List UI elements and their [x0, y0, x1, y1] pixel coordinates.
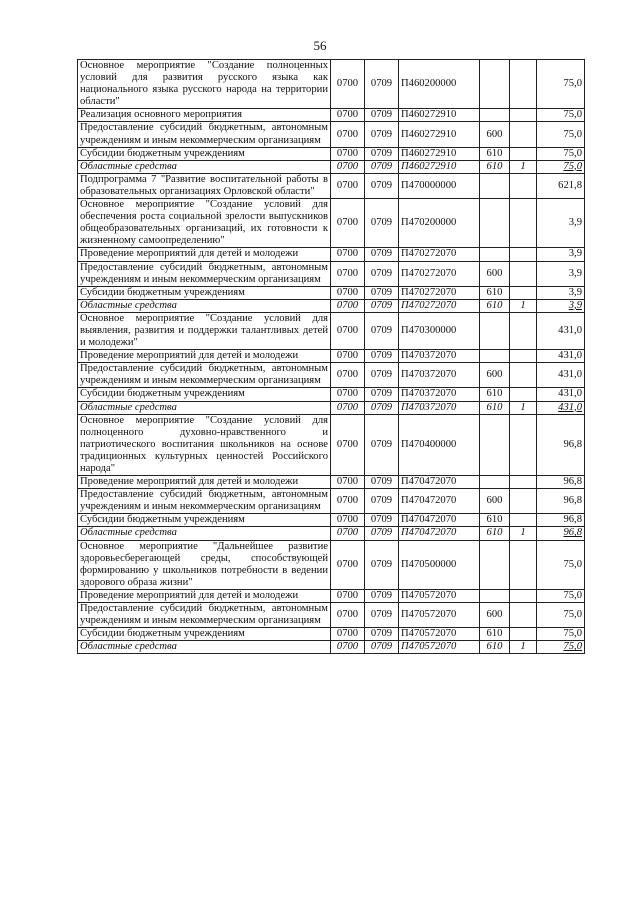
row-funding-source [510, 489, 537, 514]
row-name: Основное мероприятие "Создание условий для обеспечения роста социальной зрелости выпускников общеобразовательных организаций, их готовности к жизненному самоопределению" [78, 199, 331, 248]
row-subsection-code: 0709 [365, 312, 399, 349]
row-name: Предоставление субсидий бюджетным, автономным учреждениям и иным некоммерческим организациям [78, 603, 331, 628]
row-amount: 3,9 [537, 248, 585, 261]
row-expense-type [480, 540, 510, 589]
row-subsection-code: 0709 [365, 363, 399, 388]
row-name: Субсидии бюджетным учреждениям [78, 286, 331, 299]
row-expense-type: 610 [480, 388, 510, 401]
row-subsection-code: 0709 [365, 248, 399, 261]
table-row [78, 286, 585, 299]
row-name: Проведение мероприятий для детей и молодежи [78, 350, 331, 363]
row-amount: 96,8 [537, 489, 585, 514]
row-amount: 96,8 [537, 414, 585, 475]
table-row [78, 514, 585, 527]
table-row [78, 414, 585, 475]
row-target-article: П470272070 [399, 299, 480, 312]
row-subsection-code: 0709 [365, 388, 399, 401]
row-target-article: П470572070 [399, 603, 480, 628]
row-target-article: П470572070 [399, 589, 480, 602]
row-expense-type [480, 60, 510, 109]
table-row [78, 388, 585, 401]
row-target-article: П470372070 [399, 401, 480, 414]
table-row [78, 401, 585, 414]
row-target-article: П460272910 [399, 109, 480, 122]
row-section-code: 0700 [331, 248, 365, 261]
row-section-code: 0700 [331, 312, 365, 349]
row-name: Проведение мероприятий для детей и молодежи [78, 248, 331, 261]
row-amount: 3,9 [537, 199, 585, 248]
row-name: Областные средства [78, 641, 331, 654]
row-amount: 431,0 [537, 401, 585, 414]
row-subsection-code: 0709 [365, 109, 399, 122]
row-subsection-code: 0709 [365, 299, 399, 312]
row-name: Основное мероприятие "Создание полноценных условий для развития русского языка как национального языка русского народа на территории области" [78, 60, 331, 109]
row-section-code: 0700 [331, 589, 365, 602]
row-subsection-code: 0709 [365, 414, 399, 475]
row-name: Основное мероприятие "Дальнейшее развитие здоровьесберегающей среды, способствующей формированию у школьников потребности в ведении здорового образа жизни" [78, 540, 331, 589]
row-amount: 431,0 [537, 388, 585, 401]
row-target-article: П470472070 [399, 514, 480, 527]
row-funding-source [510, 199, 537, 248]
row-expense-type [480, 476, 510, 489]
row-expense-type [480, 109, 510, 122]
row-subsection-code: 0709 [365, 628, 399, 641]
row-name: Областные средства [78, 401, 331, 414]
row-section-code: 0700 [331, 363, 365, 388]
row-name: Предоставление субсидий бюджетным, автономным учреждениям и иным некоммерческим организациям [78, 122, 331, 147]
row-subsection-code: 0709 [365, 589, 399, 602]
row-name: Предоставление субсидий бюджетным, автономным учреждениям и иным некоммерческим организациям [78, 363, 331, 388]
table-row [78, 641, 585, 654]
row-expense-type [480, 350, 510, 363]
row-subsection-code: 0709 [365, 603, 399, 628]
row-expense-type: 610 [480, 147, 510, 160]
row-section-code: 0700 [331, 641, 365, 654]
row-expense-type [480, 248, 510, 261]
row-subsection-code: 0709 [365, 489, 399, 514]
row-name: Основное мероприятие "Создание условий для полноценного духовно-нравственного и патриотического воспитания школьников на основе традиционных культурных ценностей Российского народа" [78, 414, 331, 475]
table-row [78, 199, 585, 248]
table-row [78, 628, 585, 641]
row-target-article: П460272910 [399, 147, 480, 160]
row-amount: 75,0 [537, 540, 585, 589]
row-subsection-code: 0709 [365, 261, 399, 286]
row-expense-type: 600 [480, 122, 510, 147]
row-subsection-code: 0709 [365, 173, 399, 198]
row-name: Предоставление субсидий бюджетным, автономным учреждениям и иным некоммерческим организациям [78, 261, 331, 286]
row-subsection-code: 0709 [365, 122, 399, 147]
row-subsection-code: 0709 [365, 160, 399, 173]
row-amount: 75,0 [537, 641, 585, 654]
row-expense-type: 610 [480, 628, 510, 641]
row-name: Областные средства [78, 160, 331, 173]
row-section-code: 0700 [331, 350, 365, 363]
row-expense-type: 600 [480, 261, 510, 286]
row-section-code: 0700 [331, 476, 365, 489]
row-expense-type [480, 414, 510, 475]
row-funding-source [510, 147, 537, 160]
row-name: Подпрограмма 7 "Развитие воспитательной работы в образовательных организациях Орловской области" [78, 173, 331, 198]
table-row [78, 603, 585, 628]
table-row [78, 540, 585, 589]
row-funding-source [510, 122, 537, 147]
row-section-code: 0700 [331, 261, 365, 286]
row-amount: 431,0 [537, 312, 585, 349]
row-funding-source: 1 [510, 299, 537, 312]
row-amount: 75,0 [537, 109, 585, 122]
row-funding-source [510, 173, 537, 198]
row-subsection-code: 0709 [365, 540, 399, 589]
row-expense-type: 610 [480, 401, 510, 414]
row-subsection-code: 0709 [365, 350, 399, 363]
table-row [78, 299, 585, 312]
row-funding-source [510, 312, 537, 349]
row-section-code: 0700 [331, 388, 365, 401]
row-funding-source [510, 540, 537, 589]
row-subsection-code: 0709 [365, 641, 399, 654]
row-funding-source [510, 350, 537, 363]
row-expense-type: 610 [480, 514, 510, 527]
row-section-code: 0700 [331, 109, 365, 122]
row-funding-source: 1 [510, 641, 537, 654]
row-expense-type: 600 [480, 489, 510, 514]
row-subsection-code: 0709 [365, 60, 399, 109]
row-section-code: 0700 [331, 514, 365, 527]
row-section-code: 0700 [331, 60, 365, 109]
row-expense-type [480, 589, 510, 602]
table-row [78, 109, 585, 122]
table-row [78, 160, 585, 173]
row-subsection-code: 0709 [365, 147, 399, 160]
table-row [78, 312, 585, 349]
row-amount: 3,9 [537, 286, 585, 299]
row-target-article: П470472070 [399, 476, 480, 489]
row-funding-source [510, 603, 537, 628]
table-row [78, 350, 585, 363]
budget-table [77, 59, 585, 654]
page-number: 56 [313, 38, 327, 53]
row-target-article: П470372070 [399, 363, 480, 388]
row-funding-source [510, 261, 537, 286]
row-section-code: 0700 [331, 173, 365, 198]
row-target-article: П460200000 [399, 60, 480, 109]
row-amount: 96,8 [537, 527, 585, 540]
row-name: Субсидии бюджетным учреждениям [78, 514, 331, 527]
table-row [78, 60, 585, 109]
row-amount: 431,0 [537, 350, 585, 363]
row-amount: 75,0 [537, 60, 585, 109]
row-target-article: П470572070 [399, 641, 480, 654]
row-amount: 75,0 [537, 122, 585, 147]
row-section-code: 0700 [331, 147, 365, 160]
row-section-code: 0700 [331, 628, 365, 641]
row-funding-source: 1 [510, 160, 537, 173]
row-target-article: П460272910 [399, 122, 480, 147]
row-funding-source [510, 476, 537, 489]
row-section-code: 0700 [331, 489, 365, 514]
row-funding-source [510, 414, 537, 475]
row-subsection-code: 0709 [365, 527, 399, 540]
row-subsection-code: 0709 [365, 199, 399, 248]
row-amount: 3,9 [537, 261, 585, 286]
row-name: Реализация основного мероприятия [78, 109, 331, 122]
table-row [78, 363, 585, 388]
table-row [78, 122, 585, 147]
row-funding-source: 1 [510, 527, 537, 540]
row-target-article: П470272070 [399, 261, 480, 286]
row-expense-type [480, 199, 510, 248]
row-expense-type: 600 [480, 363, 510, 388]
row-amount: 621,8 [537, 173, 585, 198]
row-expense-type: 610 [480, 527, 510, 540]
row-expense-type: 610 [480, 641, 510, 654]
row-section-code: 0700 [331, 299, 365, 312]
row-section-code: 0700 [331, 199, 365, 248]
row-target-article: П470372070 [399, 350, 480, 363]
table-row [78, 261, 585, 286]
row-name: Областные средства [78, 527, 331, 540]
row-expense-type: 610 [480, 160, 510, 173]
row-subsection-code: 0709 [365, 286, 399, 299]
row-amount: 431,0 [537, 363, 585, 388]
row-target-article: П470500000 [399, 540, 480, 589]
row-funding-source [510, 286, 537, 299]
row-name: Субсидии бюджетным учреждениям [78, 147, 331, 160]
table-row [78, 589, 585, 602]
row-expense-type: 610 [480, 299, 510, 312]
row-target-article: П470572070 [399, 628, 480, 641]
row-amount: 3,9 [537, 299, 585, 312]
row-funding-source [510, 589, 537, 602]
row-amount: 96,8 [537, 476, 585, 489]
row-funding-source [510, 628, 537, 641]
row-section-code: 0700 [331, 160, 365, 173]
row-expense-type [480, 312, 510, 349]
row-funding-source [510, 60, 537, 109]
row-target-article: П470400000 [399, 414, 480, 475]
row-expense-type: 600 [480, 603, 510, 628]
row-section-code: 0700 [331, 414, 365, 475]
row-subsection-code: 0709 [365, 401, 399, 414]
row-section-code: 0700 [331, 540, 365, 589]
row-name: Субсидии бюджетным учреждениям [78, 628, 331, 641]
row-funding-source: 1 [510, 401, 537, 414]
row-subsection-code: 0709 [365, 476, 399, 489]
row-target-article: П470272070 [399, 248, 480, 261]
row-amount: 75,0 [537, 147, 585, 160]
row-expense-type: 610 [480, 286, 510, 299]
row-amount: 75,0 [537, 603, 585, 628]
table-row [78, 476, 585, 489]
row-funding-source [510, 388, 537, 401]
row-subsection-code: 0709 [365, 514, 399, 527]
row-target-article: П470372070 [399, 388, 480, 401]
row-amount: 75,0 [537, 589, 585, 602]
row-section-code: 0700 [331, 603, 365, 628]
row-amount: 75,0 [537, 160, 585, 173]
row-amount: 96,8 [537, 514, 585, 527]
table-row [78, 527, 585, 540]
table-row [78, 489, 585, 514]
row-target-article: П470272070 [399, 286, 480, 299]
row-section-code: 0700 [331, 401, 365, 414]
table-row [78, 147, 585, 160]
row-target-article: П460272910 [399, 160, 480, 173]
row-expense-type [480, 173, 510, 198]
row-target-article: П470200000 [399, 199, 480, 248]
row-name: Основное мероприятие "Создание условий для выявления, развития и поддержки талантливых детей и молодежи" [78, 312, 331, 349]
row-funding-source [510, 514, 537, 527]
row-funding-source [510, 363, 537, 388]
table-row [78, 248, 585, 261]
row-target-article: П470472070 [399, 489, 480, 514]
row-target-article: П470300000 [399, 312, 480, 349]
row-section-code: 0700 [331, 527, 365, 540]
row-name: Проведение мероприятий для детей и молодежи [78, 476, 331, 489]
row-amount: 75,0 [537, 628, 585, 641]
row-section-code: 0700 [331, 122, 365, 147]
table-body [78, 60, 585, 654]
row-target-article: П470472070 [399, 527, 480, 540]
row-target-article: П470000000 [399, 173, 480, 198]
row-name: Субсидии бюджетным учреждениям [78, 388, 331, 401]
row-funding-source [510, 248, 537, 261]
table-row [78, 173, 585, 198]
row-name: Предоставление субсидий бюджетным, автономным учреждениям и иным некоммерческим организациям [78, 489, 331, 514]
row-funding-source [510, 109, 537, 122]
row-name: Проведение мероприятий для детей и молодежи [78, 589, 331, 602]
row-section-code: 0700 [331, 286, 365, 299]
row-name: Областные средства [78, 299, 331, 312]
